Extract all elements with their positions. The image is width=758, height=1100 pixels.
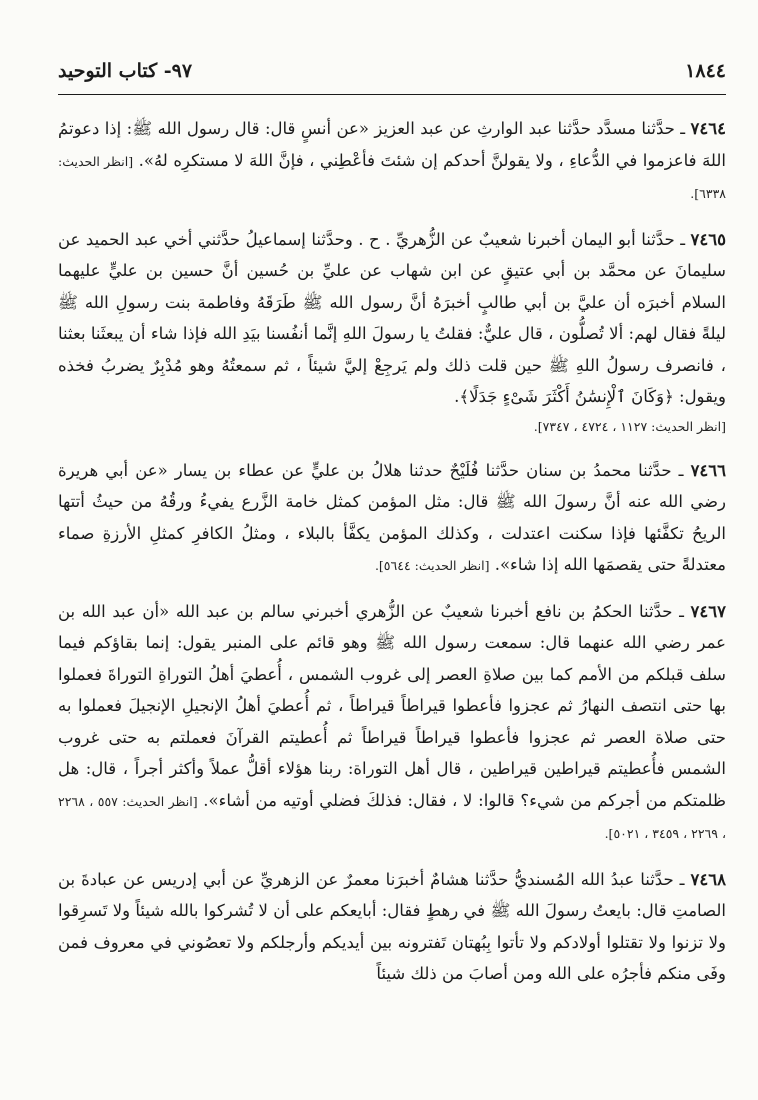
chapter-title: ٩٧- كتاب التوحيد [58, 60, 193, 82]
hadith-text: ـ حدَّثنا عبدُ الله المُسنديُّ حدَّثنا هشامٌ أخبرَنا معمرٌ عن الزهريِّ عن أبي إدريس عن عبادةَ بن الصامتِ قال: بايعتُ رسولَ الله ﷺ في رهطٍ فقال: أبايعكم على أن لا تُشركوا بالله شيئاً ولا تَسرِقوا ولا تزنوا ولا تقتلوا أولادكم ولا تأتوا بِبُهتان تَفترونه بين أيديكم وأرجلكم ولا تعصُوني في معروف فمن وفَى منكم فأجرُه على الله ومن أصابَ من ذلك شيئاً [58, 869, 726, 983]
hadith-text: ـ حدَّثنا مسدَّد حدَّثنا عبد الوارثِ عن عبد العزيز «عن أنسٍ قال: قال رسول الله ﷺ: إذا دعوتمُ اللهَ فاعزموا في الدُّعاءِ ، ولا يقولنَّ أحدكم إن شئتَ فأعْطِني ، فإنَّ اللهَ لا مستكرِه لهُ». [58, 119, 726, 170]
hadith-7467 [58, 596, 726, 850]
hadith-text: ـ حدَّثنا أبو اليمان أخبرنا شعيبٌ عن الزُّهريِّ . ح . وحدَّثنا إسماعيلُ حدَّثني أخي عبد الحميد عن سليمانَ عن محمَّد بن أبي عتيقٍ عن ابن شهاب عن عليِّ بن حُسين أنَّ حسين بن عليٍّ عليهما السلام أخبرَه أن عليَّ بن أبي طالبٍ أخبرَهُ أنَّ رسول الله ﷺ طَرَقَهُ وفاطمة بنت رسولِ الله ﷺ ليلةً فقال لهم: ألا تُصلُّون ، قال عليٌّ: فقلتُ يا رسولَ اللهِ إنَّما أنفُسنا بيَدِ الله فإذا شاء أن يبعثَنا بعثنا ، فانصرف رسولُ اللهِ ﷺ حين قلت ذلك ولم يَرجِعْ إليَّ شيئاً ، ثم سمعتُهُ وهو مُدْبِرٌ يضربُ فخذه ويقول: ﴿وَكَانَ ٱلْإِنسَٰنُ أَكْثَرَ شَىْءٍ جَدَلًا﴾. [58, 229, 726, 406]
hadith-text: ـ حدَّثنا محمدُ بن سنان حدَّثنا فُلَيْحٌ حدثنا هلالُ بن عليٍّ عن عطاء بن يسار «عن أبي هريرة رضي الله عنه أنَّ رسولَ الله ﷺ قال: مثل المؤمن كمثل خامة الزَّرع يفيءُ ورقُهُ من حيثُ أتتها الريحُ تكفَّئها فإذا سكنت اعتدلت ، وكذلك المؤمن يكفَّأ بالبلاء ، ومثلُ الكافرِ كمثلِ الأرزةِ صماء معتدلةً حتى يقصمَها الله إذا شاء». [58, 460, 726, 574]
page [58, 60, 726, 1090]
hadith-number: ٧٤٦٨ [690, 869, 726, 889]
hadith-7466 [58, 455, 726, 582]
hadith-reference: [انظر الحديث: ١١٢٧ ، ٤٧٢٤ ، ٧٣٤٧]. [533, 418, 726, 434]
hadith-number: ٧٤٦٧ [690, 601, 726, 621]
hadith-7468 [58, 864, 726, 990]
hadith-reference: [انظر الحديث: ٥٦٤٤]. [374, 558, 490, 573]
hadith-number: ٧٤٦٥ [690, 229, 726, 249]
hadith-7464 [58, 113, 726, 210]
running-header [58, 60, 726, 95]
hadith-reference: [انظر الحديث: ٦٣٣٨]. [58, 153, 726, 201]
page-number: ١٨٤٤ [685, 60, 726, 82]
hadith-number: ٧٤٦٤ [690, 119, 726, 138]
hadith-7465 [58, 224, 726, 441]
hadith-reference: [انظر الحديث: ٥٥٧ ، ٢٢٦٨ ، ٢٢٦٩ ، ٣٤٥٩ ، ٥٠٢١]. [58, 793, 726, 841]
hadith-number: ٧٤٦٦ [690, 460, 727, 480]
hadith-text: ـ حدَّثنا الحكمُ بن نافع أخبرنا شعيبٌ عن الزُّهري أخبرني سالم بن عبد الله «أن عبد الله بن عمر رضي الله عنهما قال: سمعت رسول الله ﷺ وهو قائم على المنبر يقول: إنما بقاؤكم فيما سلف قبلكم من الأمم كما بين صلاةِ العصر إلى غروب الشمس ، أُعطيَ أهلُ التوراةِ التوراةَ فعملوا بها حتى انتصف النهارُ ثم عجزوا فأعطوا قيراطاً قيراطاً ، ثم أُعطيَ أهلُ الإنجيلِ الإنجيلَ فعملوا به حتى صلاة العصر ثم عجزوا فأعطوا قيراطاً قيراطاً ثم أُعطيتم القرآنَ فعملتم به حتى غروب الشمس فأُعطيتم قيراطين قيراطين ، قال أهل التوراة: ربنا هؤلاء أقلُّ عملاً وأكثر أجراً ، قال: هل ظلمتكم من أجركم من شيء؟ قالوا: لا ، فقال: فذلكَ فضلي أوتيه من أشاء». [58, 601, 727, 810]
